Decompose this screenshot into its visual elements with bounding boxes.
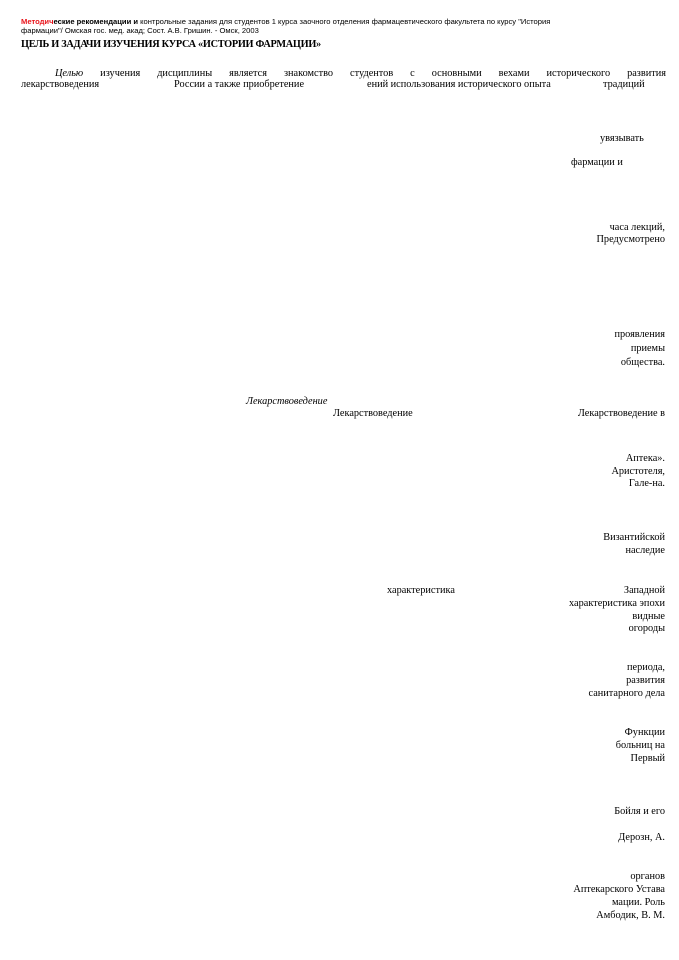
fragment-8b: характеристика эпохи [569, 598, 665, 609]
fragment-13c: мации. Роль [611, 897, 665, 908]
fragment-3b: Предусмотрено [596, 234, 665, 245]
intro-line-2b: России а также приобретение [174, 79, 305, 90]
fragment-10a: Функции [624, 727, 665, 738]
fragment-11: Бойля и его [614, 806, 665, 817]
fragment-8a: Западной [623, 585, 665, 596]
fragment-2: фармации и [571, 157, 623, 168]
fragment-5-italic: Лекарствоведение [246, 396, 328, 407]
fragment-9a: периода, [627, 662, 665, 673]
fragment-9b: развития [626, 675, 665, 686]
fragment-6c: Гале-на. [628, 478, 665, 489]
fragment-8-left: характеристика [387, 585, 455, 596]
citation-text-line2: фармации"/ Омская гос. мед. акад; Сост. А.В. Гришин. - Омск, 2003 [21, 26, 259, 35]
citation-bold-text: еские рекомендации и [53, 17, 139, 26]
fragment-5-right: Лекарствоведение в [577, 408, 665, 419]
intro-line-2d: традиций [603, 79, 645, 90]
intro-italic-word: Целью [55, 68, 84, 79]
citation-text-line1: контрольные задания для студентов 1 курса заочного отделения фармацевтического факультета по курсу "История [138, 17, 551, 26]
fragment-1: увязывать [600, 133, 644, 144]
fragment-7a: Византийской [603, 532, 665, 543]
fragment-7b: наследие [625, 545, 665, 556]
fragment-13b: Аптекарского Устава [573, 884, 665, 895]
fragment-4c: общества. [620, 357, 665, 368]
citation-red-text: Методич [21, 17, 54, 26]
intro-line-2a: лекарствоведения [21, 79, 100, 90]
fragment-12: Дерозн, А. [618, 832, 665, 843]
fragment-8d: огороды [628, 623, 665, 634]
fragment-13a: органов [630, 871, 665, 882]
intro-line-2c: ений использования исторического опыта [367, 79, 551, 90]
fragment-3a: часа лекций, [609, 222, 665, 233]
fragment-4a: проявления [614, 329, 665, 340]
fragment-10c: Первый [630, 753, 665, 764]
fragment-4b: приемы [630, 343, 665, 354]
fragment-6b: Аристотеля, [611, 466, 665, 477]
fragment-9c: санитарного дела [588, 688, 665, 699]
citation-header [21, 17, 671, 35]
section-title: ЦЕЛЬ И ЗАДАЧИ ИЗУЧЕНИЯ КУРСА «ИСТОРИИ ФАРМАЦИИ» [21, 39, 321, 50]
fragment-13d: Амбодик, В. М. [596, 910, 665, 921]
fragment-6a: Аптека». [625, 453, 665, 464]
intro-line-1 [21, 68, 666, 80]
fragment-10b: больниц на [615, 740, 665, 751]
fragment-8c: видные [632, 611, 665, 622]
intro-line-1-text: изучения дисциплины является знакомство студентов с основными вехами исторического развития [83, 68, 666, 79]
fragment-5-mid: Лекарствоведение [333, 408, 413, 419]
